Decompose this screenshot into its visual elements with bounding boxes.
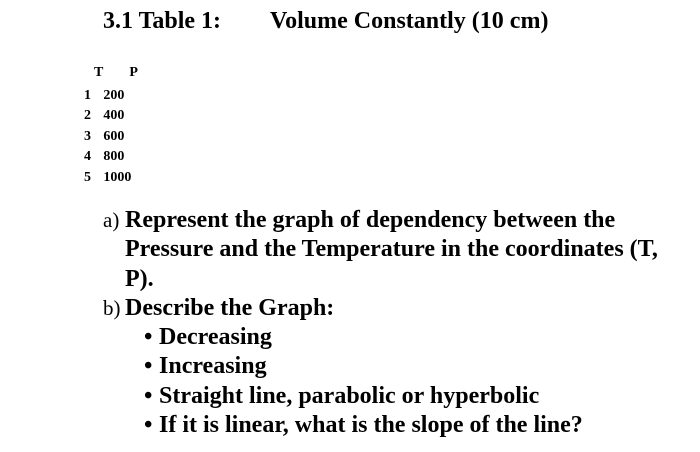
table-header-row	[84, 63, 138, 86]
bullet-dot: •	[144, 382, 153, 409]
heading-number: 3.1 Table 1:	[103, 8, 222, 34]
column-header-t: T	[94, 65, 104, 80]
bullet-dot: •	[144, 353, 153, 380]
table-row	[84, 86, 138, 107]
question-a-text: Represent the graph of dependency between the Pressure and the Temperature in the coordinates (T, P).	[125, 207, 658, 292]
bullet-item	[144, 411, 683, 440]
table-cell-p: 200	[103, 87, 125, 103]
column-header-p: P	[129, 65, 138, 80]
table-cell-p: 800	[103, 149, 125, 165]
table-row	[84, 106, 138, 127]
bullet-text: Decreasing	[159, 324, 272, 351]
bullet-text: Straight line, parabolic or hyperbolic	[159, 382, 540, 409]
table-row	[84, 127, 138, 148]
bullet-item	[144, 382, 683, 411]
table-cell-t: 4	[84, 149, 91, 165]
question-b	[103, 294, 683, 323]
table-row	[84, 168, 138, 189]
bullet-dot: •	[144, 412, 153, 439]
table-cell-t: 1	[84, 87, 91, 103]
question-b-text: Describe the Graph:	[125, 294, 335, 321]
table-cell-t: 5	[84, 169, 91, 185]
bullet-item	[144, 352, 683, 381]
bullet-text: Increasing	[159, 353, 267, 380]
questions-list	[103, 206, 683, 440]
bullet-item	[144, 323, 683, 352]
question-b-marker: b)	[103, 295, 121, 320]
description-bullets	[103, 323, 683, 440]
table-row	[84, 147, 138, 168]
table-cell-p: 1000	[103, 169, 132, 185]
table-cell-t: 2	[84, 108, 91, 124]
data-table	[84, 63, 138, 189]
table-cell-p: 400	[103, 108, 125, 124]
bullet-dot: •	[144, 324, 153, 351]
question-a	[103, 206, 683, 294]
bullet-text: If it is linear, what is the slope of the line?	[159, 412, 583, 439]
table-cell-p: 600	[103, 128, 125, 144]
heading-title: Volume Constantly (10 cm)	[270, 8, 549, 34]
table-cell-t: 3	[84, 128, 91, 144]
question-a-marker: a)	[103, 208, 120, 232]
